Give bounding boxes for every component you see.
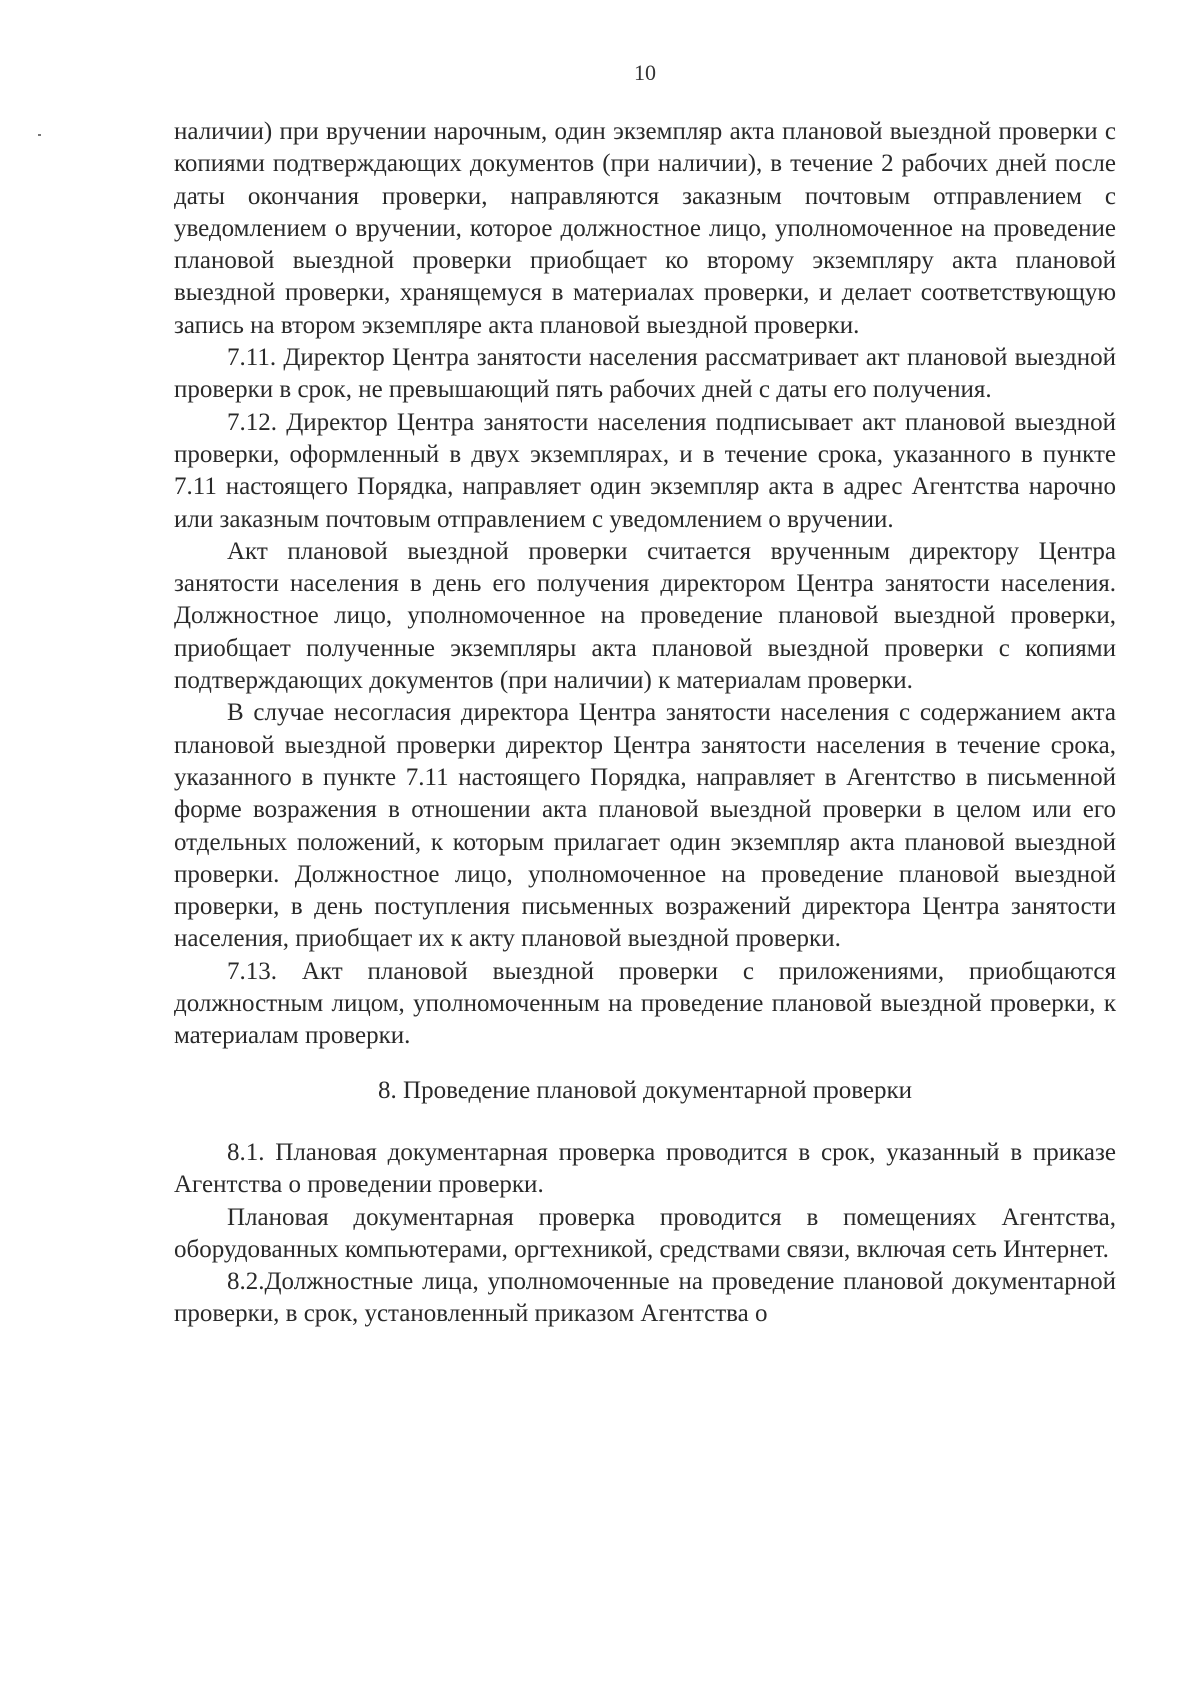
- paragraph-8-1: 8.1. Плановая документарная проверка проводится в срок, указанный в приказе Агентства о проведении проверки.: [174, 1138, 1116, 1199]
- paragraph-premises: Плановая документарная проверка проводится в помещениях Агентства, оборудованных компьютерами, оргтехникой, средствами связи, включая сеть Интернет.: [174, 1203, 1116, 1263]
- page-number: 10: [634, 60, 656, 85]
- paragraph-7-12: 7.12. Директор Центра занятости населения подписывает акт плановой выездной проверки, оформленный в двух экземплярах, и в течение срока, указанного в пункте 7.11 настоящего Порядка, направляет один экземпляр акта в адрес Агентства нарочно или заказным почтовым отправлением с уведомлением о вручении.: [174, 408, 1116, 533]
- paragraph-continuation: наличии) при вручении нарочным, один экземпляр акта плановой выездной проверки с копиями подтверждающих документов (при наличии), в течение 2 рабочих дней после даты окончания проверки, направляются заказным почтовым отправлением с уведомлением о вручении, которое должностное лицо, уполномоченное на проведение плановой выездной проверки приобщает ко второму экземпляру акта плановой выездной проверки, хранящемуся в материалах проверки, и делает соответствующую запись на втором экземпляре акта плановой выездной проверки.: [174, 118, 1116, 339]
- paragraph-7-11: 7.11. Директор Центра занятости населения рассматривает акт плановой выездной проверки в срок, не превышающий пять рабочих дней с даты его получения.: [174, 344, 1116, 404]
- section-heading: 8. Проведение плановой документарной проверки: [378, 1076, 912, 1104]
- paragraph-7-13: 7.13. Акт плановой выездной проверки с приложениями, приобщаются должностным лицом, уполномоченным на проведение плановой выездной проверки, к материалам проверки.: [174, 957, 1116, 1050]
- document-body: [174, 116, 1116, 1331]
- paragraph-8-2: 8.2.Должностные лица, уполномоченные на проведение плановой документарной проверки, в срок, установленный приказом Агентства о: [174, 1268, 1116, 1328]
- paragraph-act-delivered: Акт плановой выездной проверки считается врученным директору Центра занятости населения в день его получения директором Центра занятости населения. Должностное лицо, уполномоченное на проведение плановой выездной проверки, приобщает полученные экземпляры акта плановой выездной проверки с копиями подтверждающих документов (при наличии) к материалам проверки.: [174, 537, 1116, 695]
- paragraph-disagreement: В случае несогласия директора Центра занятости населения с содержанием акта плановой выездной проверки директор Центра занятости населения в течение срока, указанного в пункте 7.11 настоящего Порядка, направляет в Агентство в письменной форме возражения в отношении акта плановой выездной проверки в целом или его отдельных положений, к которым прилагает один экземпляр акта плановой выездной проверки. Должностное лицо, уполномоченное на проведение плановой выездной проверки, в день поступления письменных возражений директора Центра занятости населения, приобщает их к акту плановой выездной проверки.: [174, 699, 1116, 953]
- scan-speck: [38, 134, 41, 136]
